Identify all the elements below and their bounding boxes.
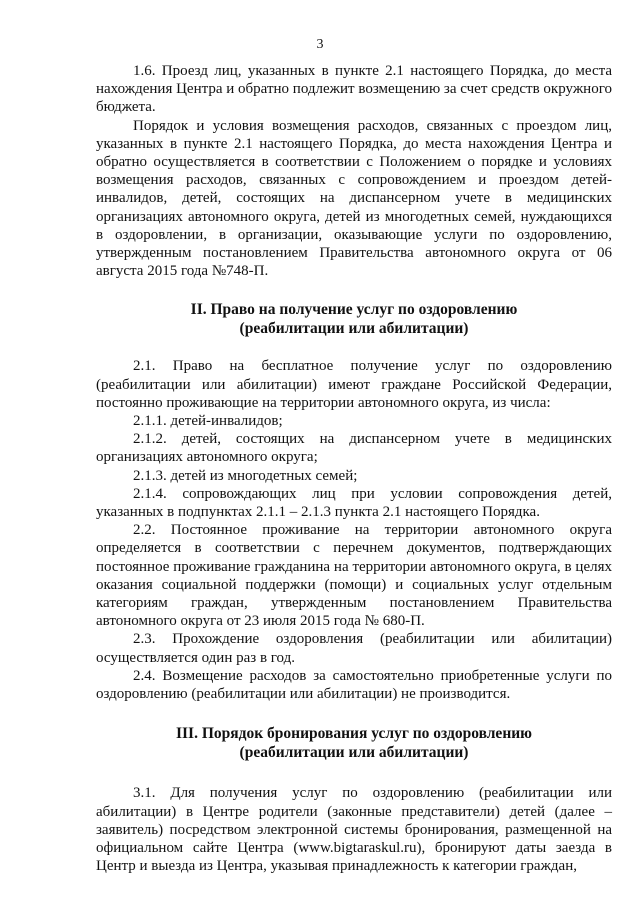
page-number: 3 — [316, 37, 324, 52]
paragraph-2-4: 2.4. Возмещение расходов за самостоятельно приобретенные услуги по оздоровлению (реабилитации или абилитации) не производится. — [96, 667, 612, 703]
paragraph-2-1-2: 2.1.2. детей, состоящих на диспансерном учете в медицинских организациях автономного округа; — [96, 431, 612, 466]
paragraph-3-1: 3.1. Для получения услуг по оздоровлению (реабилитации или абилитации) в Центре родители (законные представители) детей (далее – заявитель) посредством электронной системы бронирования, размещенной на официальном сайте Центра (www.bigtaraskul.ru), бронируют даты заезда в Центр и выезда из Центра, указывая принадлежность к категории граждан, — [96, 785, 612, 875]
paragraph-1-6: 1.6. Проезд лиц, указанных в пункте 2.1 настоящего Порядка, до места нахождения Центра и обратно подлежит возмещению за счет средств окружного бюджета. — [96, 63, 612, 116]
section-2-heading-line-1: II. Право на получение услуг по оздоровлению — [190, 301, 518, 319]
paragraph-travel-reimbursement: Порядок и условия возмещения расходов, связанных с проездом лиц, указанных в пункте 2.1 настоящего Порядка, до места нахождения Центра и обратно осуществляется в соответствии с Положением о порядке и условиях возмещения расходов, связанных с сопровождением и проездом детей-инвалидов, детей, состоящих на диспансерном учете в медицинских организациях автономного округа, детей из многодетных семей, нуждающихся в оздоровлении, в организации, оказывающие услуги по оздоровлению, утвержденным постановлением Правительства автономного округа от 06 августа 2015 года №748-П. — [96, 117, 612, 280]
paragraph-2-2: 2.2. Постоянное проживание на территории автономного округа определяется в соответствии с перечнем документов, подтверждающих постоянное проживание гражданина на территории автономного округа, в целях оказания социальной поддержки (помощи) и социальных услуг отдельным категориям граждан, утвержденным постановлением Правительства автономного округа от 23 июля 2015 года № 680-П. — [96, 522, 612, 630]
section-2-heading-line-2: (реабилитации или абилитации) — [239, 319, 469, 337]
section-3-heading-line-1: III. Порядок бронирования услуг по оздоровлению — [175, 725, 533, 743]
section-3-heading — [96, 725, 612, 762]
section-3-heading-line-2: (реабилитации или абилитации) — [239, 743, 469, 761]
paragraph-2-1-3: 2.1.3. детей из многодетных семей; — [133, 467, 358, 484]
paragraph-2-3: 2.3. Прохождение оздоровления (реабилитации или абилитации) осуществляется один раз в год. — [96, 631, 612, 666]
paragraph-2-1-4: 2.1.4. сопровождающих лиц при условии сопровождения детей, указанных в подпунктах 2.1.1 – 2.1.3 пункта 2.1 настоящего Порядка. — [96, 485, 612, 521]
paragraph-2-1-1: 2.1.1. детей-инвалидов; — [133, 413, 283, 430]
paragraph-2-1: 2.1. Право на бесплатное получение услуг по оздоровлению (реабилитации или абилитации) имеют граждане Российской Федерации, постоянно проживающие на территории автономного округа, из числа: — [96, 358, 612, 411]
section-2-heading — [96, 301, 612, 338]
document-body — [96, 62, 612, 875]
